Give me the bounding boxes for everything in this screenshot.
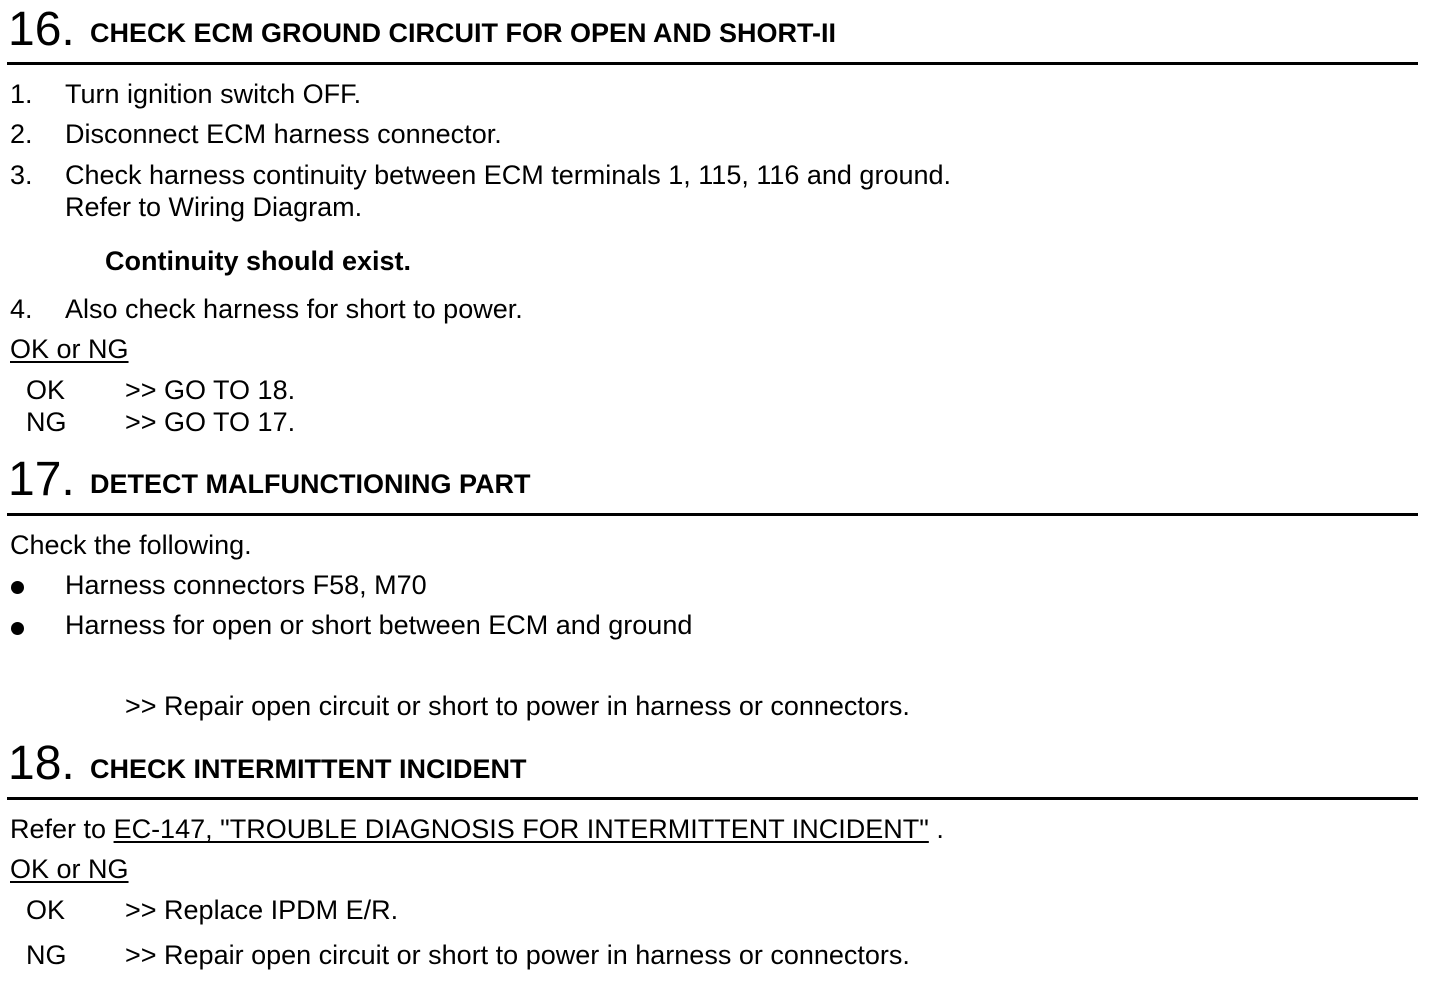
result-key: NG [26,940,67,970]
result-action: >> Repair open circuit or short to power in harness or connectors. [125,940,910,970]
result-key: OK [26,375,66,405]
bullet-item: Harness connectors F58, M70 [65,570,427,600]
section-17-number: 17. [8,453,75,506]
refer-suffix: . [936,814,944,844]
step-number: 3. [10,160,33,190]
bullet-item: Harness for open or short between ECM and ground [65,610,693,640]
result-key: NG [26,407,67,437]
result-action-link[interactable]: >> GO TO 17. [125,407,296,437]
bullet-icon [11,581,24,594]
section-16-title: CHECK ECM GROUND CIRCUIT FOR OPEN AND SHORT-II [90,18,837,48]
section-18-divider [7,797,1418,800]
step-text-continued: Refer to Wiring Diagram. [65,192,363,222]
result-action-link[interactable]: >> GO TO 18. [125,375,296,405]
repair-action: >> Repair open circuit or short to power in harness or connectors. [125,691,910,721]
ok-or-ng-label: OK or NG [10,854,129,884]
refer-prefix: Refer to [10,814,107,844]
bullet-icon [11,622,24,635]
section-17-divider [7,513,1418,516]
step-text: Also check harness for short to power. [65,294,523,324]
step-number: 2. [10,119,33,149]
section-intro: Check the following. [10,530,252,560]
section-16-number: 16. [8,3,75,56]
step-number: 4. [10,294,33,324]
reference-link[interactable]: EC-147, "TROUBLE DIAGNOSIS FOR INTERMITTENT INCIDENT" [113,814,929,844]
result-key: OK [26,895,66,925]
step-text: Turn ignition switch OFF. [65,79,362,109]
section-18-number: 18. [8,737,75,790]
spec-statement: Continuity should exist. [105,246,412,276]
ok-or-ng-label: OK or NG [10,334,129,364]
step-number: 1. [10,79,33,109]
step-text: Disconnect ECM harness connector. [65,119,502,149]
section-17-title: DETECT MALFUNCTIONING PART [90,469,531,499]
section-18-title: CHECK INTERMITTENT INCIDENT [90,754,527,784]
step-text: Check harness continuity between ECM terminals 1, 115, 116 and ground. [65,160,952,190]
section-16-divider [7,62,1418,65]
result-action: >> Replace IPDM E/R. [125,895,399,925]
refer-line [10,813,944,845]
